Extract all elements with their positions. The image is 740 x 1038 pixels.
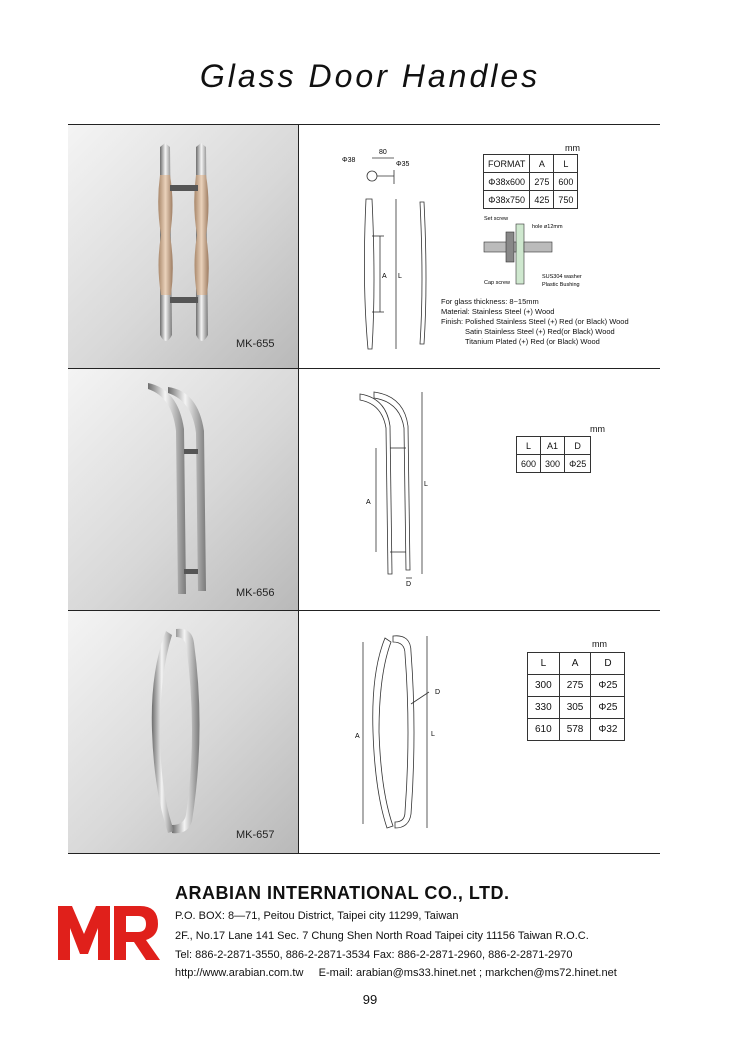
table-cell: 330	[528, 697, 560, 719]
table-cell: A	[530, 155, 554, 173]
company-logo	[58, 904, 162, 960]
table-cell: L	[528, 653, 560, 675]
product-photo-mk656	[68, 369, 298, 610]
company-web-email: http://www.arabian.com.tw E-mail: arabian@ms33.hinet.net ; markchen@ms72.hinet.net	[175, 967, 617, 979]
dim-80: 80	[379, 149, 387, 156]
label-set-screw: Set screw	[484, 216, 509, 222]
table-cell: Φ25	[565, 455, 591, 473]
mk657-dimension-drawing	[355, 632, 450, 832]
note-line: Satin Stainless Steel (+) Red(or Black) Wood	[465, 327, 615, 336]
mk657-handle-image	[68, 611, 298, 853]
company-name: ARABIAN INTERNATIONAL CO., LTD.	[175, 883, 510, 903]
model-label-mk657: MK-657	[236, 829, 275, 841]
table-cell: 305	[559, 697, 591, 719]
mk656-handle-image	[68, 369, 298, 610]
table-cell: 300	[541, 455, 565, 473]
unit-mk655: mm	[565, 143, 580, 153]
table-cell: Φ25	[591, 697, 625, 719]
page-number: 99	[362, 992, 378, 1007]
page-title: Glass Door Handles	[199, 58, 541, 94]
logo-text: MR	[58, 904, 60, 905]
table-cell: L	[517, 437, 541, 455]
spec-notes-mk655	[441, 297, 629, 347]
dim-l: L	[431, 731, 435, 738]
table-cell: 600	[517, 455, 541, 473]
note-line: Material: Stainless Steel (+) Wood	[441, 307, 555, 316]
dim-a: A	[366, 499, 371, 506]
table-cell: 750	[554, 191, 578, 209]
spec-table-mk655	[483, 154, 578, 209]
table-cell: Φ38x750	[484, 191, 530, 209]
table-cell: D	[565, 437, 591, 455]
table-cell: 425	[530, 191, 554, 209]
label-bushing: Plastic Bushing	[542, 282, 580, 288]
table-cell: Φ25	[591, 675, 625, 697]
mk655-handle-image	[68, 125, 298, 368]
product-photo-mk657	[68, 611, 298, 853]
table-cell: 610	[528, 719, 560, 741]
model-label-mk655: MK-655	[236, 338, 275, 350]
table-cell: Φ32	[591, 719, 625, 741]
table-cell: 300	[528, 675, 560, 697]
table-cell: 600	[554, 173, 578, 191]
model-label-mk656: MK-656	[236, 587, 275, 599]
column-divider	[298, 124, 299, 853]
dim-d35: Φ35	[396, 161, 410, 168]
spec-table-mk657	[527, 652, 625, 741]
table-cell: Φ38x600	[484, 173, 530, 191]
table-cell: FORMAT	[484, 155, 530, 173]
mk655-dimension-drawing	[332, 144, 442, 359]
unit-mk656: mm	[590, 424, 605, 434]
table-cell: 578	[559, 719, 591, 741]
dim-a: A	[355, 733, 360, 740]
dim-a: A	[382, 273, 387, 280]
dim-d: D	[406, 581, 412, 588]
table-bottom-rule	[68, 853, 660, 854]
label-cap-screw: Cap screw	[484, 280, 510, 286]
table-cell: A	[559, 653, 591, 675]
dim-l: L	[398, 273, 402, 280]
table-cell: D	[591, 653, 625, 675]
table-cell: L	[554, 155, 578, 173]
dim-d: D	[435, 689, 441, 696]
note-line: Titanium Plated (+) Red (or Black) Wood	[465, 337, 600, 346]
label-washer: SUS304 washer	[542, 274, 582, 280]
mk655-mounting-detail	[484, 214, 604, 294]
company-po-box: P.O. BOX: 8—71, Peitou District, Taipei city 11299, Taiwan	[175, 910, 459, 922]
company-phone: Tel: 886-2-2871-3550, 886-2-2871-3534 Fax: 886-2-2871-2960, 886-2-2871-2970	[175, 949, 573, 961]
note-line: For glass thickness: 8~15mm	[441, 297, 539, 306]
note-line: Finish: Polished Stainless Steel (+) Red (or Black) Wood	[441, 317, 629, 326]
spec-table-mk656	[516, 436, 591, 473]
table-cell: 275	[530, 173, 554, 191]
table-cell: A1	[541, 437, 565, 455]
label-hole: hole ø12mm	[532, 224, 563, 230]
mk656-dimension-drawing	[352, 386, 442, 586]
product-photo-mk655	[68, 125, 298, 368]
dim-l: L	[424, 481, 428, 488]
company-address: 2F., No.17 Lane 141 Sec. 7 Chung Shen North Road Taipei city 11156 Taiwan R.O.C.	[175, 930, 589, 942]
dim-d38: Φ38	[342, 157, 356, 164]
table-cell: 275	[559, 675, 591, 697]
unit-mk657: mm	[592, 639, 607, 649]
